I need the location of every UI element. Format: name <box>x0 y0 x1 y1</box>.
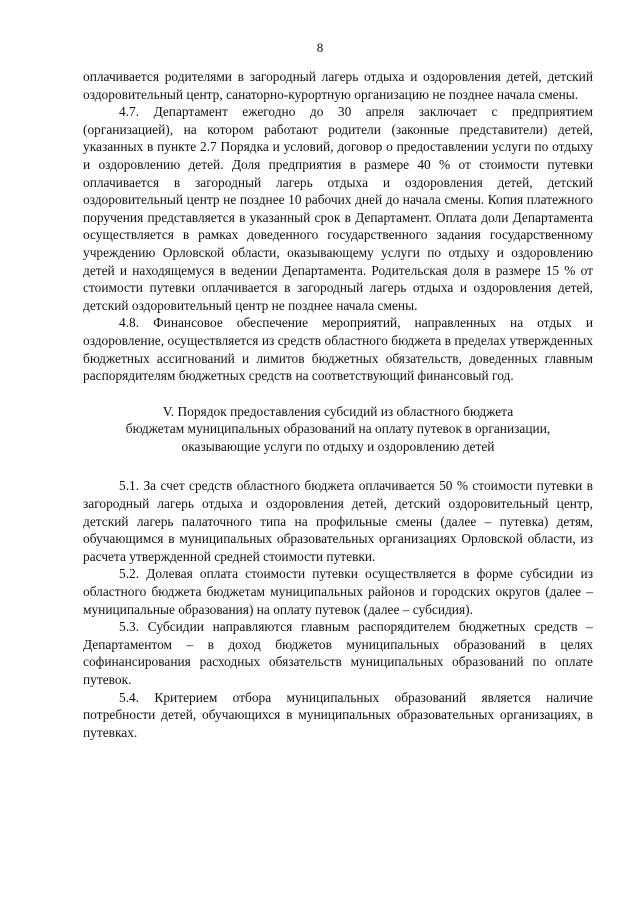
paragraph-5-1: 5.1. За счет средств областного бюджета оплачивается 50 % стоимости путевки в загородный лагерь отдыха и оздоровления детей, детский оздоровительный центр, детский лагерь палаточного типа на профильные смены (далее – путевка) детям, обучающимся в муниципальных образовательных организациях Орловской области, из расчета утвержденной средней стоимости путевки. <box>83 478 593 564</box>
document-body <box>83 68 593 741</box>
page-number: 8 <box>316 40 324 55</box>
paragraph-5-3: 5.3. Субсидии направляются главным распорядителем бюджетных средств – Департаментом – в доход бюджетов муниципальных образований в целях софинансирования расходных обязательств муниципальных образований по оплате путевок. <box>83 619 593 687</box>
section-heading-line-2: бюджетам муниципальных образований на оплату путевок в организации, <box>125 421 551 437</box>
section-heading-line-1: V. Порядок предоставления субсидий из областного бюджета <box>162 403 514 419</box>
section-heading <box>83 403 593 456</box>
paragraph-5-4: 5.4. Критерием отбора муниципальных образований является наличие потребности детей, обучающихся в муниципальных образовательных организациях, в путевках. <box>83 689 593 740</box>
paragraph-4-8: 4.8. Финансовое обеспечение мероприятий, направленных на отдых и оздоровление, осуществляется из средств областного бюджета в пределах утвержденных бюджетных ассигнований и лимитов бюджетных обязательств, доведенных главным распорядителям бюджетных средств на соответствующий финансовый год. <box>83 315 593 384</box>
paragraph-4-7: 4.7. Департамент ежегодно до 30 апреля заключает с предприятием (организацией), на котором работают родители (законные представители) детей, указанных в пункте 2.7 Порядка и условий, договор о предоставлении услуги по отдыху и оздоровлению детей. Доля предприятия в размере 40 % от стоимости путевки оплачивается в загородный лагерь отдыха и оздоровления детей, детский оздоровительный центр не позднее 10 рабочих дней до начала смены. Копия платежного поручения представляется в указанный срок в Департамент. Оплата доли Департамента осуществляется в рамках доведенного государственного задания государственному учреждению Орловской области, оказывающему услуги по отдыху и оздоровлению детей и находящемуся в ведении Департамента. Родительская доля в размере 15 % от стоимости путевки оплачивается в загородный лагерь отдыха и оздоровления детей, детский оздоровительный центр не позднее начала смены. <box>83 104 593 313</box>
section-heading-line-3: оказывающие услуги по отдыху и оздоровлению детей <box>181 438 495 454</box>
paragraph-5-2: 5.2. Долевая оплата стоимости путевки осуществляется в форме субсидии из областного бюджета бюджетам муниципальных районов и городских округов (далее – муниципальные образования) на оплату путевок (далее – субсидия). <box>83 566 593 617</box>
paragraph-continuation: оплачивается родителями в загородный лагерь отдыха и оздоровления детей, детский оздоровительный центр, санаторно-курортную организацию не позднее начала смены. <box>83 69 593 102</box>
